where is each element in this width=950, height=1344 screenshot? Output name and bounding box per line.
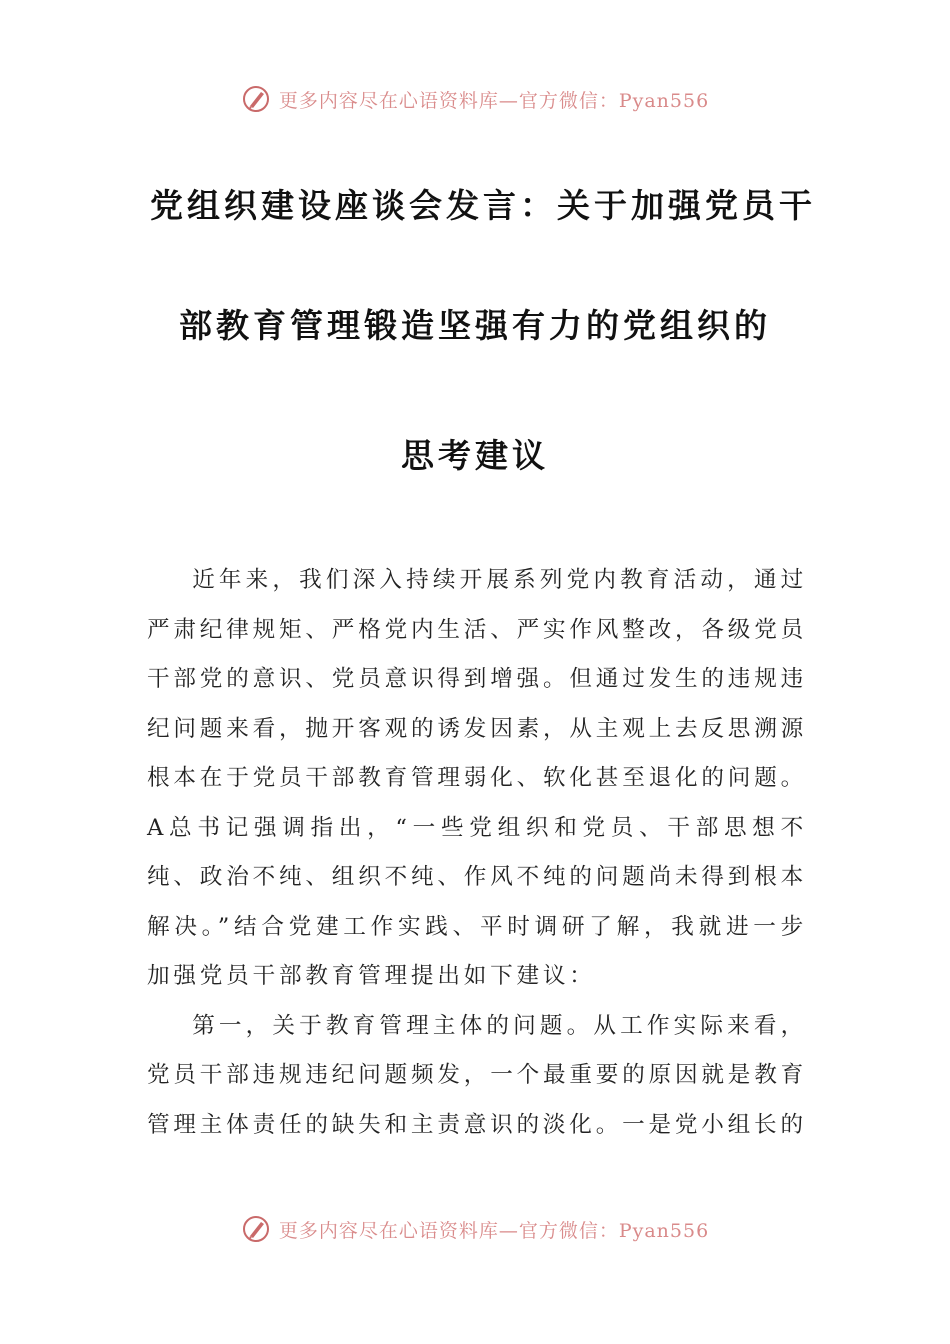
paragraph-1: 近年来，我们深入持续开展系列党内教育活动，通过严肃纪律规矩、严格党内生活、严实作风整改，各级党员干部党的意识、党员意识得到增强。但通过发生的违规违纪问题来看，抛开客观的诱发因素，从主观上去反思溯源根本在于党员干部教育管理弱化、软化甚至退化的问题。A总书记强调指出，“一些党组织和党员、干部思想不纯、政治不纯、组织不纯、作风不纯的问题尚未得到根本解决。”结合党建工作实践、平时调研了解，我就进一步加强党员干部教育管理提出如下建议： [147,567,807,989]
paragraph-2: 第一，关于教育管理主体的问题。从工作实际来看，党员干部违规违纪问题频发，一个最重要的原因就是教育管理主体责任的缺失和主责意识的淡化。一是党小组长的 [147,1012,807,1138]
title-line-2: 部教育管理锻造坚强有力的党组织的 [179,306,771,345]
pen-logo-icon [241,1214,271,1244]
watermark-text: 更多内容尽在心语资料库—官方微信：Pyan556 [278,89,710,112]
watermark-text: 更多内容尽在心语资料库—官方微信：Pyan556 [278,1219,710,1242]
pen-logo-icon [241,84,271,114]
title-line-1: 党组织建设座谈会发言：关于加强党员干 [150,186,816,225]
document-body [147,556,807,1150]
footer-watermark [0,1214,950,1244]
header-watermark [0,84,950,114]
title-line-3: 思考建议 [401,436,549,475]
